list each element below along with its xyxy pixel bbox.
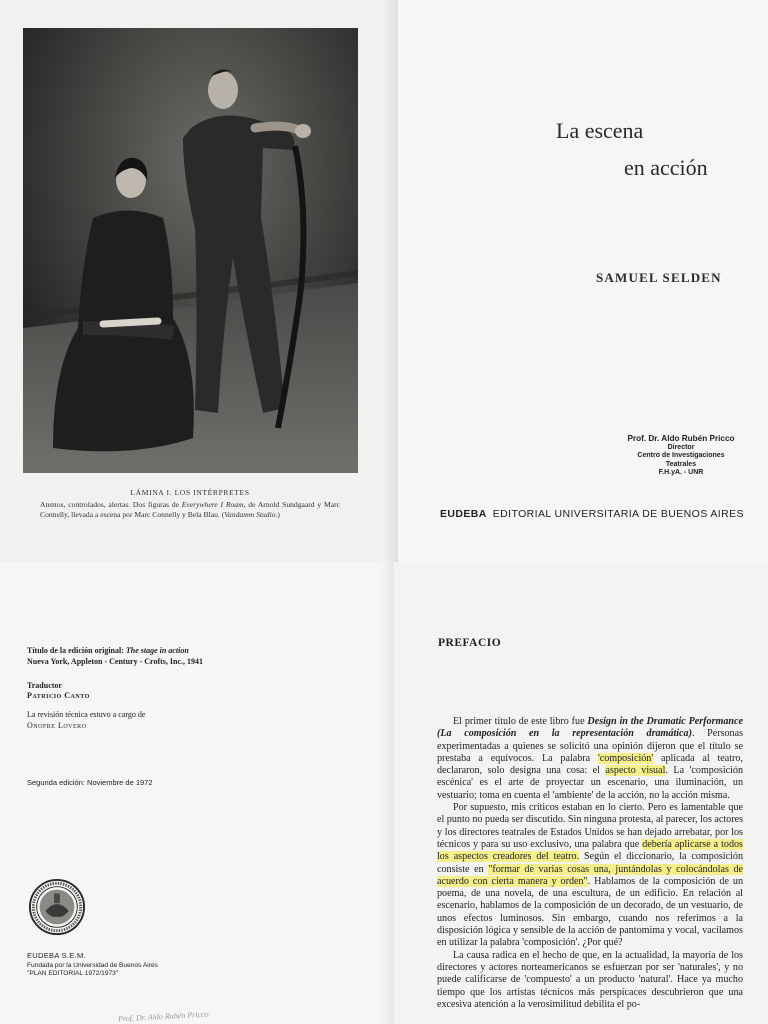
paragraph (437, 716, 743, 802)
eudeba-sem: EUDEBA S.E.M. (27, 951, 86, 960)
title-page (398, 0, 768, 562)
translator-name: Patricio Canto (27, 691, 90, 700)
paragraph: La causa radica en el hecho de que, en la actualidad, la mayoría de los directores y actores norteamericanos se esfuerzan por ser 'naturales', y no puede calificarse de 'compuesto' a un producto 'natural'. Hace ya mucho tiempo que los artistas técnicos más perspicaces descubrieron que una excesiva atención a la verosimilitud debilita el po- (437, 949, 743, 1010)
original-publisher (27, 657, 203, 667)
text: Por supuesto, mis críticos estaban en lo cierto. Pero es lamentable que el punto no pueda ser discutido. Sin ninguna protesta, al parecer, los actores y los directores teatrales de Estados Unidos se han dejado arrebatar, por los técnicos y para su uso exclusivo, una palabra que (437, 802, 743, 850)
spine-shadow (380, 562, 394, 1024)
caption-studio: Vandamm Studio (224, 509, 276, 519)
text: aplicada al teatro, declararon, solo designa una cosa: el (437, 752, 743, 777)
revisor-name: Onofre Lovero (27, 721, 87, 730)
plate-photo (23, 28, 358, 473)
stamp-role: Director (667, 443, 695, 451)
university-seal-icon (28, 878, 86, 936)
plan-editorial: "PLAN EDITORIAL 1972/1973" (27, 970, 119, 977)
original-title-label: Título de la edición original: (27, 646, 126, 655)
caption-text: Atentos, controlados, alertas. Dos figuras de (40, 500, 182, 510)
text: . Personas experimentadas a quienes se solicitó una opinión dijeron que el título se prestaba a equívocos. La palabra (437, 728, 743, 764)
text: . La 'composición escénica' es el arte de proyectar un escenario, una iluminación, un vestuario; toma en cuenta el 'ambiente' de la acción, no la acción misma. (437, 765, 743, 801)
caption-text: .) (275, 509, 280, 519)
caption-play-title: Everywhere I Roam (181, 500, 244, 510)
stamp-name: Prof. Dr. Aldo Rubén Pricco (627, 434, 735, 443)
founded-note: Fundada por la Universidad de Buenos Aires (27, 962, 158, 969)
prefacio-body (437, 716, 743, 1011)
pencil-annotation: Prof. Dr. Aldo Rubén Pricco (117, 1009, 209, 1024)
translator-label (27, 681, 62, 691)
original-publisher-text: Nueva York, Appleton - Century - Crofts, Inc., 1941 (27, 657, 203, 666)
translator-label-text: Traductor (27, 681, 62, 690)
performers-photo (23, 28, 358, 473)
caption-body (40, 500, 340, 519)
highlight: 'composición' (597, 752, 654, 764)
text: Según el diccionario, la composición consiste en (437, 851, 743, 875)
stamp-faculty: F.H.yA. - UNR (658, 469, 704, 476)
text: . Hablamos de la composición de un poema, de una novela, de una escultura, de un edificio. En relación al escenario, hablamos de la composición de un decorado, de un vestuario, de unos efectos luminosos. Sin embargo, cuando nos referimos a la disposición lógica y sensible de la acción de pantomima y vocal, vacilamos en utilizar la palabra 'composición'. ¿Por qué? (437, 875, 743, 949)
plate-caption (40, 488, 340, 519)
spine-shadow (384, 0, 398, 562)
author-name: SAMUEL SELDEN (596, 270, 722, 285)
plate-page (0, 0, 398, 562)
highlight: aspecto visual (605, 765, 666, 777)
original-book-title: Design in the Dramatic Performance (La composición en la representación dramática) (437, 716, 743, 740)
highlight: "formar de varias cosas una, juntándolas y colocándolas de acuerdo con cierta manera y orden" (437, 863, 743, 887)
edition-note: Segunda edición: Noviembre de 1972 (27, 778, 153, 787)
owner-stamp (626, 435, 736, 478)
paragraph (437, 802, 743, 950)
prefacio-heading: PREFACIO (438, 637, 502, 649)
caption-title: LÁMINA I. LOS INTÉRPRETES (130, 488, 250, 497)
highlight: debería aplicarse a todos los aspectos creadores del teatro. (437, 838, 743, 863)
original-title-line (27, 646, 189, 656)
book-title-line-2: en acción (624, 155, 708, 180)
stamp-center: Centro de Investigaciones Teatrales (637, 452, 725, 468)
caption-text: , de Arnold Sundgaard y Marc Connelly, llevada a escena por Marc Connelly y Bela Blau. ( (40, 500, 340, 519)
book-title-line-1: La escena (556, 118, 644, 143)
revision-note: La revisión técnica estuvo a cargo de (27, 710, 146, 719)
original-title: The stage in action (125, 646, 189, 655)
publisher-name: EDITORIAL UNIVERSITARIA DE BUENOS AIRES (492, 508, 744, 520)
publisher-brand: EUDEBA (440, 508, 487, 520)
publisher-line (440, 508, 744, 520)
text: El primer título de este libro fue (453, 716, 588, 727)
